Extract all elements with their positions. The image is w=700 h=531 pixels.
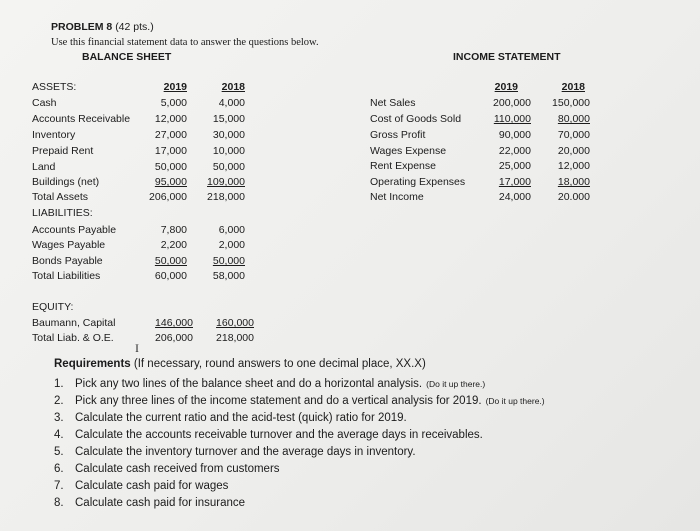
income-label: Cost of Goods Sold xyxy=(370,113,462,125)
asset-value-2019: 17,000 xyxy=(154,145,187,157)
requirement-item xyxy=(54,409,545,426)
asset-value-2018: 30,000 xyxy=(212,129,245,141)
requirement-text: Pick any two lines of the balance sheet and do a horizontal analysis. xyxy=(75,377,423,390)
liability-value-2018: 58,000 xyxy=(212,270,245,282)
is-year-2019: 2019 xyxy=(494,81,518,93)
is-year-2018: 2018 xyxy=(561,81,585,93)
balance-sheet-title: BALANCE SHEET xyxy=(82,51,172,63)
requirement-number: 8. xyxy=(54,496,64,509)
equity-value-2019: 206,000 xyxy=(155,332,193,344)
liability-label: Total Liabilities xyxy=(32,270,101,282)
requirements-note: (If necessary, round answers to one decimal place, XX.X) xyxy=(133,358,426,370)
asset-value-2019: 95,000 xyxy=(154,176,187,188)
income-value-2019: 17,000 xyxy=(498,176,531,188)
requirement-item xyxy=(54,375,545,392)
instruction-text: Use this financial statement data to answer the questions below. xyxy=(51,37,319,48)
bs-year-2018: 2018 xyxy=(221,81,245,93)
asset-label: Cash xyxy=(32,97,57,109)
asset-value-2018: 109,000 xyxy=(207,176,245,188)
asset-value-2018: 4,000 xyxy=(218,97,245,109)
liability-label: Wages Payable xyxy=(32,239,106,251)
income-label: Wages Expense xyxy=(370,145,447,157)
equity-row-label: Baumann, Capital xyxy=(32,317,116,329)
requirements-heading xyxy=(54,357,426,371)
requirements-title: Requirements xyxy=(54,358,131,370)
equity-label: EQUITY: xyxy=(32,301,74,313)
income-value-2018: 12,000 xyxy=(557,160,590,172)
equity-value-2018: 218,000 xyxy=(216,332,254,344)
assets-label: ASSETS: xyxy=(32,81,77,93)
asset-value-2019: 27,000 xyxy=(154,129,187,141)
requirement-item xyxy=(54,460,545,477)
bs-year-2019: 2019 xyxy=(163,81,187,93)
requirement-extra: (Do it up there.) xyxy=(426,378,486,389)
requirement-number: 1. xyxy=(54,377,64,390)
asset-label: Buildings (net) xyxy=(32,176,100,188)
income-value-2018: 70,000 xyxy=(557,129,590,141)
asset-value-2018: 15,000 xyxy=(212,113,245,125)
requirement-item xyxy=(54,443,545,460)
requirement-item xyxy=(54,477,545,494)
income-value-2018: 150,000 xyxy=(552,97,590,109)
equity-row-label: Total Liab. & O.E. xyxy=(32,332,114,344)
asset-value-2018: 50,000 xyxy=(212,161,245,173)
liabilities-label: LIABILITIES: xyxy=(32,207,93,219)
liability-label: Bonds Payable xyxy=(32,255,103,267)
problem-heading xyxy=(51,21,154,34)
income-value-2019: 200,000 xyxy=(493,97,531,109)
income-value-2018: 20,000 xyxy=(557,145,590,157)
asset-label: Total Assets xyxy=(32,191,89,203)
liability-value-2018: 50,000 xyxy=(212,255,245,267)
asset-label: Accounts Receivable xyxy=(32,113,131,125)
income-label: Gross Profit xyxy=(370,129,426,141)
problem-title: PROBLEM 8 xyxy=(51,21,113,33)
income-label: Rent Expense xyxy=(370,160,436,172)
liability-label: Accounts Payable xyxy=(32,224,117,236)
income-statement-title: INCOME STATEMENT xyxy=(453,51,561,63)
requirement-extra: (Do it up there.) xyxy=(485,395,545,406)
equity-value-2019: 146,000 xyxy=(155,317,193,329)
problem-points: (42 pts.) xyxy=(115,21,154,33)
requirement-text: Calculate the accounts receivable turnover and the average days in receivables. xyxy=(75,428,483,441)
requirement-text: Calculate cash received from customers xyxy=(75,462,280,475)
income-value-2018: 18,000 xyxy=(557,176,590,188)
asset-value-2019: 206,000 xyxy=(149,191,187,203)
income-value-2019: 25,000 xyxy=(498,160,531,172)
requirement-text: Calculate cash paid for insurance xyxy=(75,496,246,509)
asset-label: Land xyxy=(32,161,56,173)
income-label: Operating Expenses xyxy=(370,176,466,188)
asset-value-2019: 50,000 xyxy=(154,161,187,173)
equity-value-2018: 160,000 xyxy=(216,317,254,329)
asset-value-2019: 12,000 xyxy=(154,113,187,125)
requirement-item xyxy=(54,392,545,409)
income-value-2019: 110,000 xyxy=(493,113,531,125)
requirement-number: 4. xyxy=(54,428,64,441)
asset-value-2018: 218,000 xyxy=(207,191,245,203)
requirement-item xyxy=(54,494,545,511)
liability-value-2018: 2,000 xyxy=(218,239,245,251)
text-cursor-icon: I xyxy=(135,341,139,355)
liability-value-2018: 6,000 xyxy=(218,224,245,236)
requirement-number: 3. xyxy=(54,411,64,424)
requirement-text: Calculate the inventory turnover and the average days in inventory. xyxy=(75,445,416,458)
income-value-2019: 24,000 xyxy=(498,191,531,203)
requirement-number: 2. xyxy=(54,394,64,407)
requirements-list xyxy=(54,375,545,511)
requirement-number: 7. xyxy=(54,479,64,492)
asset-label: Inventory xyxy=(32,129,76,141)
asset-value-2019: 5,000 xyxy=(160,97,187,109)
liability-value-2019: 50,000 xyxy=(154,255,187,267)
income-label: Net Sales xyxy=(370,97,416,109)
requirement-text: Calculate the current ratio and the acid-test (quick) ratio for 2019. xyxy=(75,411,407,424)
requirement-number: 5. xyxy=(54,445,64,458)
income-value-2019: 22,000 xyxy=(498,145,531,157)
asset-value-2018: 10,000 xyxy=(212,145,245,157)
income-label: Net Income xyxy=(370,191,424,203)
income-value-2018: 80,000 xyxy=(557,113,590,125)
requirement-text: Pick any three lines of the income statement and do a vertical analysis for 2019. xyxy=(75,394,482,407)
income-value-2018: 20.000 xyxy=(557,191,590,203)
liability-value-2019: 7,800 xyxy=(160,224,187,236)
requirement-text: Calculate cash paid for wages xyxy=(75,479,229,492)
liability-value-2019: 60,000 xyxy=(154,270,187,282)
income-value-2019: 90,000 xyxy=(498,129,531,141)
liability-value-2019: 2,200 xyxy=(160,239,187,251)
requirement-item xyxy=(54,426,545,443)
asset-label: Prepaid Rent xyxy=(32,145,94,157)
requirement-number: 6. xyxy=(54,462,64,475)
